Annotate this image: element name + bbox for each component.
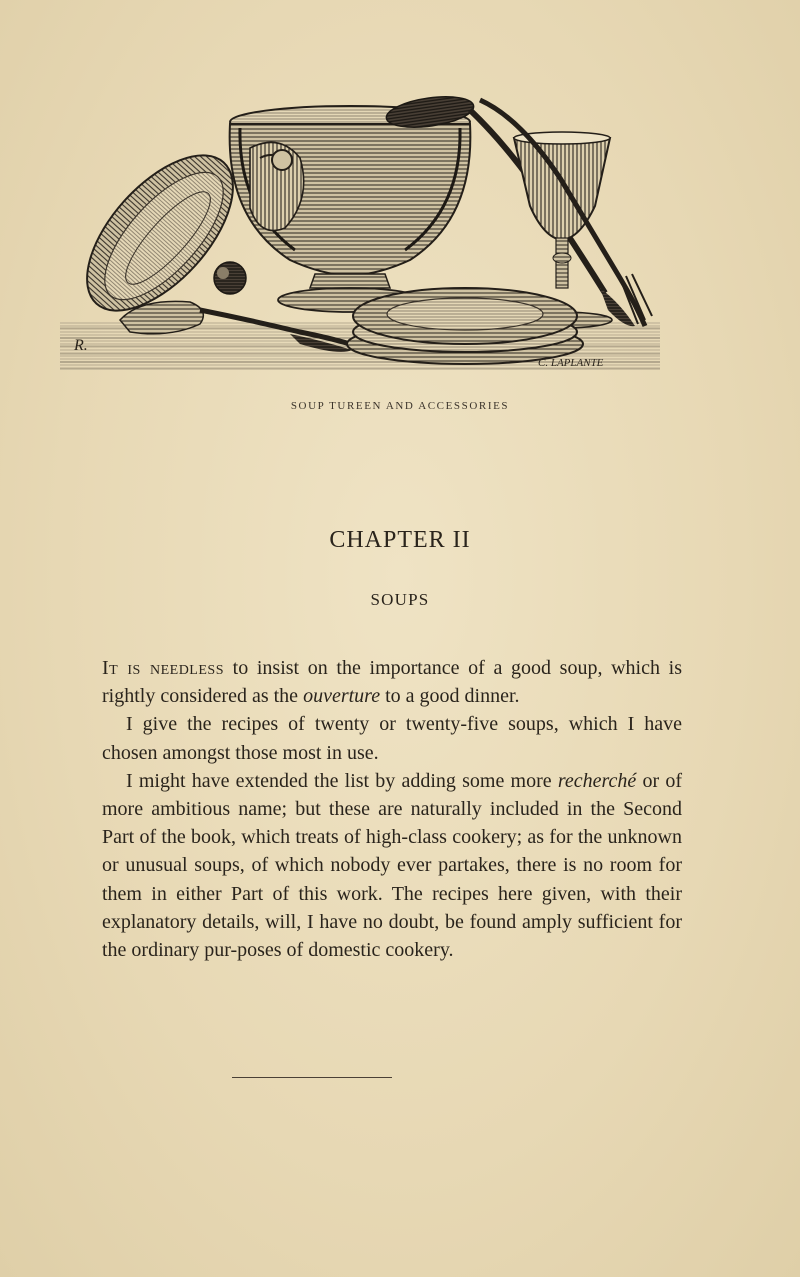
tureen-body — [230, 106, 471, 312]
italic-term: ouverture — [303, 685, 381, 708]
paragraph-text: to insist on the importance of a good soup, which is rightly considered as the — [102, 657, 682, 708]
body-text — [102, 654, 682, 964]
body-paragraph — [102, 710, 682, 766]
paragraph-text: or of more ambitious name; but these are naturally included in the Second Part of the book, which treats of high-class cookery; as for the unknown or unusual soups, of which nobody ever partakes, there is no room for them in either Part of this work. The recipes here given, with their explanatory details, will, I have no doubt, be found amply sufficient for the ordinary pur-poses of domestic cookery. — [102, 769, 682, 962]
paragraph-lead-smallcaps: It is needless — [102, 657, 224, 679]
chapter-title: CHAPTER II — [329, 527, 471, 553]
engraver-signature-right: C. LAPLANTE — [538, 357, 604, 369]
body-paragraph — [102, 654, 682, 710]
end-rule — [232, 1077, 392, 1078]
soup-plates — [347, 288, 583, 364]
body-paragraph — [102, 767, 682, 964]
soup-tureen-engraving — [60, 88, 660, 388]
section-title: SOUPS — [370, 590, 430, 609]
paragraph-text: to a good dinner. — [380, 685, 520, 708]
illustration-caption: SOUP TUREEN AND ACCESSORIES — [290, 400, 510, 412]
italic-term: recherché — [557, 769, 637, 792]
paragraph-text: I might have extended the list by adding some more — [126, 769, 558, 792]
paragraph-text: I give the recipes of twenty or twenty-five soups, which I have chosen amongst those most in use. — [102, 713, 682, 764]
engraver-signature-left: R. — [74, 337, 88, 354]
